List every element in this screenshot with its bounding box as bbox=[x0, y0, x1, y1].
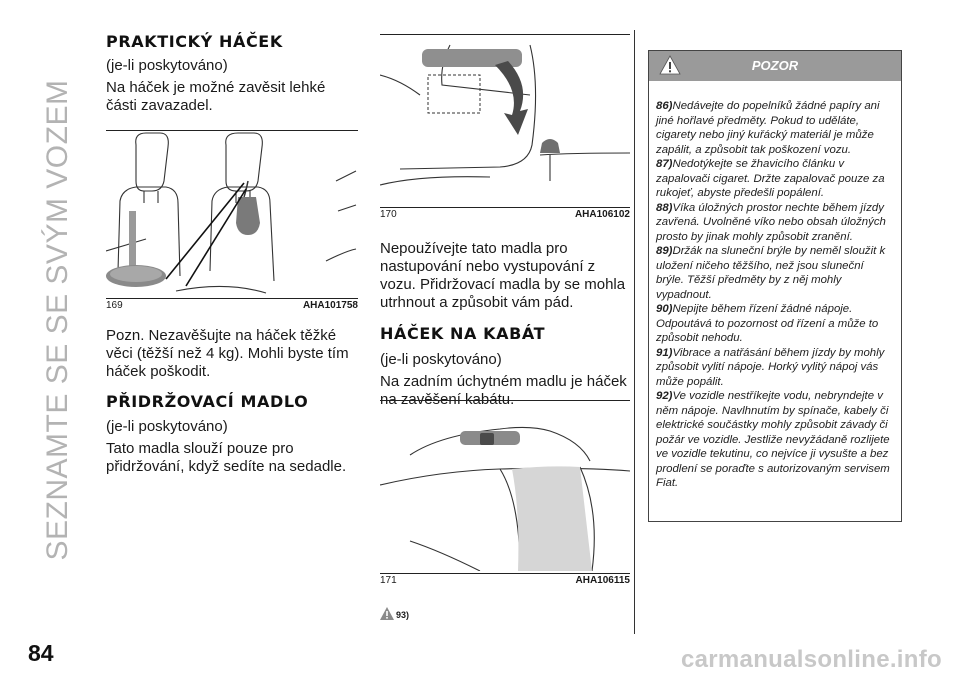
warning-item bbox=[656, 244, 894, 302]
grab-handle-illustration bbox=[380, 35, 630, 205]
left-column bbox=[106, 30, 358, 476]
figure-169-caption bbox=[106, 298, 358, 311]
warning-item-number: 86) bbox=[656, 100, 673, 112]
warning-item bbox=[656, 99, 894, 157]
warning-header bbox=[649, 51, 901, 81]
page-number: 84 bbox=[28, 640, 54, 666]
figure-170-caption bbox=[380, 207, 630, 220]
availability-note: (je-li poskytováno) bbox=[106, 418, 228, 435]
note-text: Pozn. Nezavěšujte na háček těžké věci (těžší než 4 kg). Mohli byste tím háček poškodit. bbox=[106, 327, 349, 380]
warning-item bbox=[656, 346, 894, 390]
availability-note: (je-li poskytováno) bbox=[380, 351, 502, 368]
warning-item-text: Nedávejte do popelníků žádné papíry ani jiné hořlavé předměty. Pokud to uděláte, cigarety nebo jiný kuřácký materiál je může zapálit, a způsobit tak poškození vozu. bbox=[656, 100, 880, 156]
figure-code: AHA106115 bbox=[575, 575, 630, 586]
warning-item-text: Nedotýkejte se žhavicího článku v zapalovači cigaret. Držte zapalovač pouze za rukojeť, abyste předešli popálení. bbox=[656, 158, 885, 199]
figure-code: AHA101758 bbox=[302, 300, 358, 311]
figure-171 bbox=[380, 400, 630, 586]
figure-171-caption bbox=[380, 573, 630, 586]
warning-item-number: 87) bbox=[656, 158, 673, 170]
section-text: Na zadním úchytném madlu je háček na zavěšení kabátu. bbox=[380, 373, 627, 408]
warning-title: POZOR bbox=[751, 58, 799, 73]
warning-item bbox=[656, 389, 894, 491]
warning-triangle-icon bbox=[380, 607, 394, 620]
sidebar-title-text: SEZNAMTE SE SE SVÝM VOZEM bbox=[41, 79, 74, 561]
handle-warning-text: Nepoužívejte tato madla pro nastupování nebo vystupování z vozu. Přidržovací madla by se mohla utrhnout a způsobit vám pád. bbox=[380, 240, 626, 311]
sidebar-title bbox=[28, 20, 88, 620]
section-title-practical-hook: PRAKTICKÝ HÁČEK bbox=[106, 32, 283, 51]
watermark: carmanualsonline.info bbox=[680, 646, 942, 673]
warning-box bbox=[648, 50, 902, 522]
warning-reference-number: 93) bbox=[396, 610, 410, 620]
figure-code: AHA106102 bbox=[574, 209, 630, 220]
figure-number: 170 bbox=[380, 209, 397, 220]
warning-item-text: Vibrace a natřásání během jízdy by mohly způsobit vylití nápoje. Horký vylitý nápoj vás může popálit. bbox=[656, 346, 885, 388]
seat-hook-illustration bbox=[106, 131, 358, 296]
warning-item-number: 90) bbox=[656, 303, 673, 315]
warning-list bbox=[649, 81, 901, 491]
figure-number: 171 bbox=[380, 575, 397, 586]
warning-item-number: 88) bbox=[656, 201, 673, 214]
warning-item-text: Držák na sluneční brýle by neměl sloužit k uložení ničeho těžšího, než jsou sluneční brýle. Těžší předměty by z něj mohly vypadnout. bbox=[656, 245, 886, 301]
section-text: Na háček je možné zavěsit lehké části zavazadel. bbox=[106, 79, 326, 114]
warning-item-number: 92) bbox=[656, 390, 673, 402]
coat-hook-illustration bbox=[380, 401, 630, 571]
warning-item-text: Ve vozidle nestříkejte vodu, nebryndejte v něm nápoje. Navlhnutím by spínače, kabely či elektrické součástky mohly způsobit závady či požár ve vozidle. Jestliže nevyžádaně rozlijete ve vozidle tekutinu, co nejvíce ji vysušte a bez prodlení se poraďte s autorizovaným servisem Fiat. bbox=[656, 390, 890, 489]
warning-item-text: Víka úložných prostor nechte během jízdy zavřená. Uvolněné víko nebo obsah úložných prosto by jinak mohly způsobit zranění. bbox=[656, 201, 886, 243]
availability-note: (je-li poskytováno) bbox=[106, 57, 228, 74]
warning-item bbox=[656, 302, 894, 346]
warning-item bbox=[656, 157, 894, 201]
warning-reference bbox=[380, 606, 409, 620]
middle-column-text bbox=[380, 240, 630, 409]
warning-item-number: 91) bbox=[656, 346, 673, 359]
figure-number: 169 bbox=[106, 300, 123, 311]
warning-item bbox=[656, 201, 894, 245]
section-text: Tato madla slouží pouze pro přidržování, když sedíte na sedadle. bbox=[106, 440, 347, 475]
figure-170 bbox=[380, 34, 630, 220]
section-title-coat-hook: HÁČEK NA KABÁT bbox=[380, 324, 546, 343]
column-divider bbox=[634, 30, 635, 634]
warning-item-text: Nepijte během řízení žádné nápoje. Odpoutává to pozornost od řízení a může to způsobit nehodu. bbox=[656, 303, 879, 344]
figure-169 bbox=[106, 130, 358, 296]
warning-item-number: 89) bbox=[656, 245, 673, 257]
section-title-grab-handle: PŘIDRŽOVACÍ MADLO bbox=[106, 392, 309, 411]
